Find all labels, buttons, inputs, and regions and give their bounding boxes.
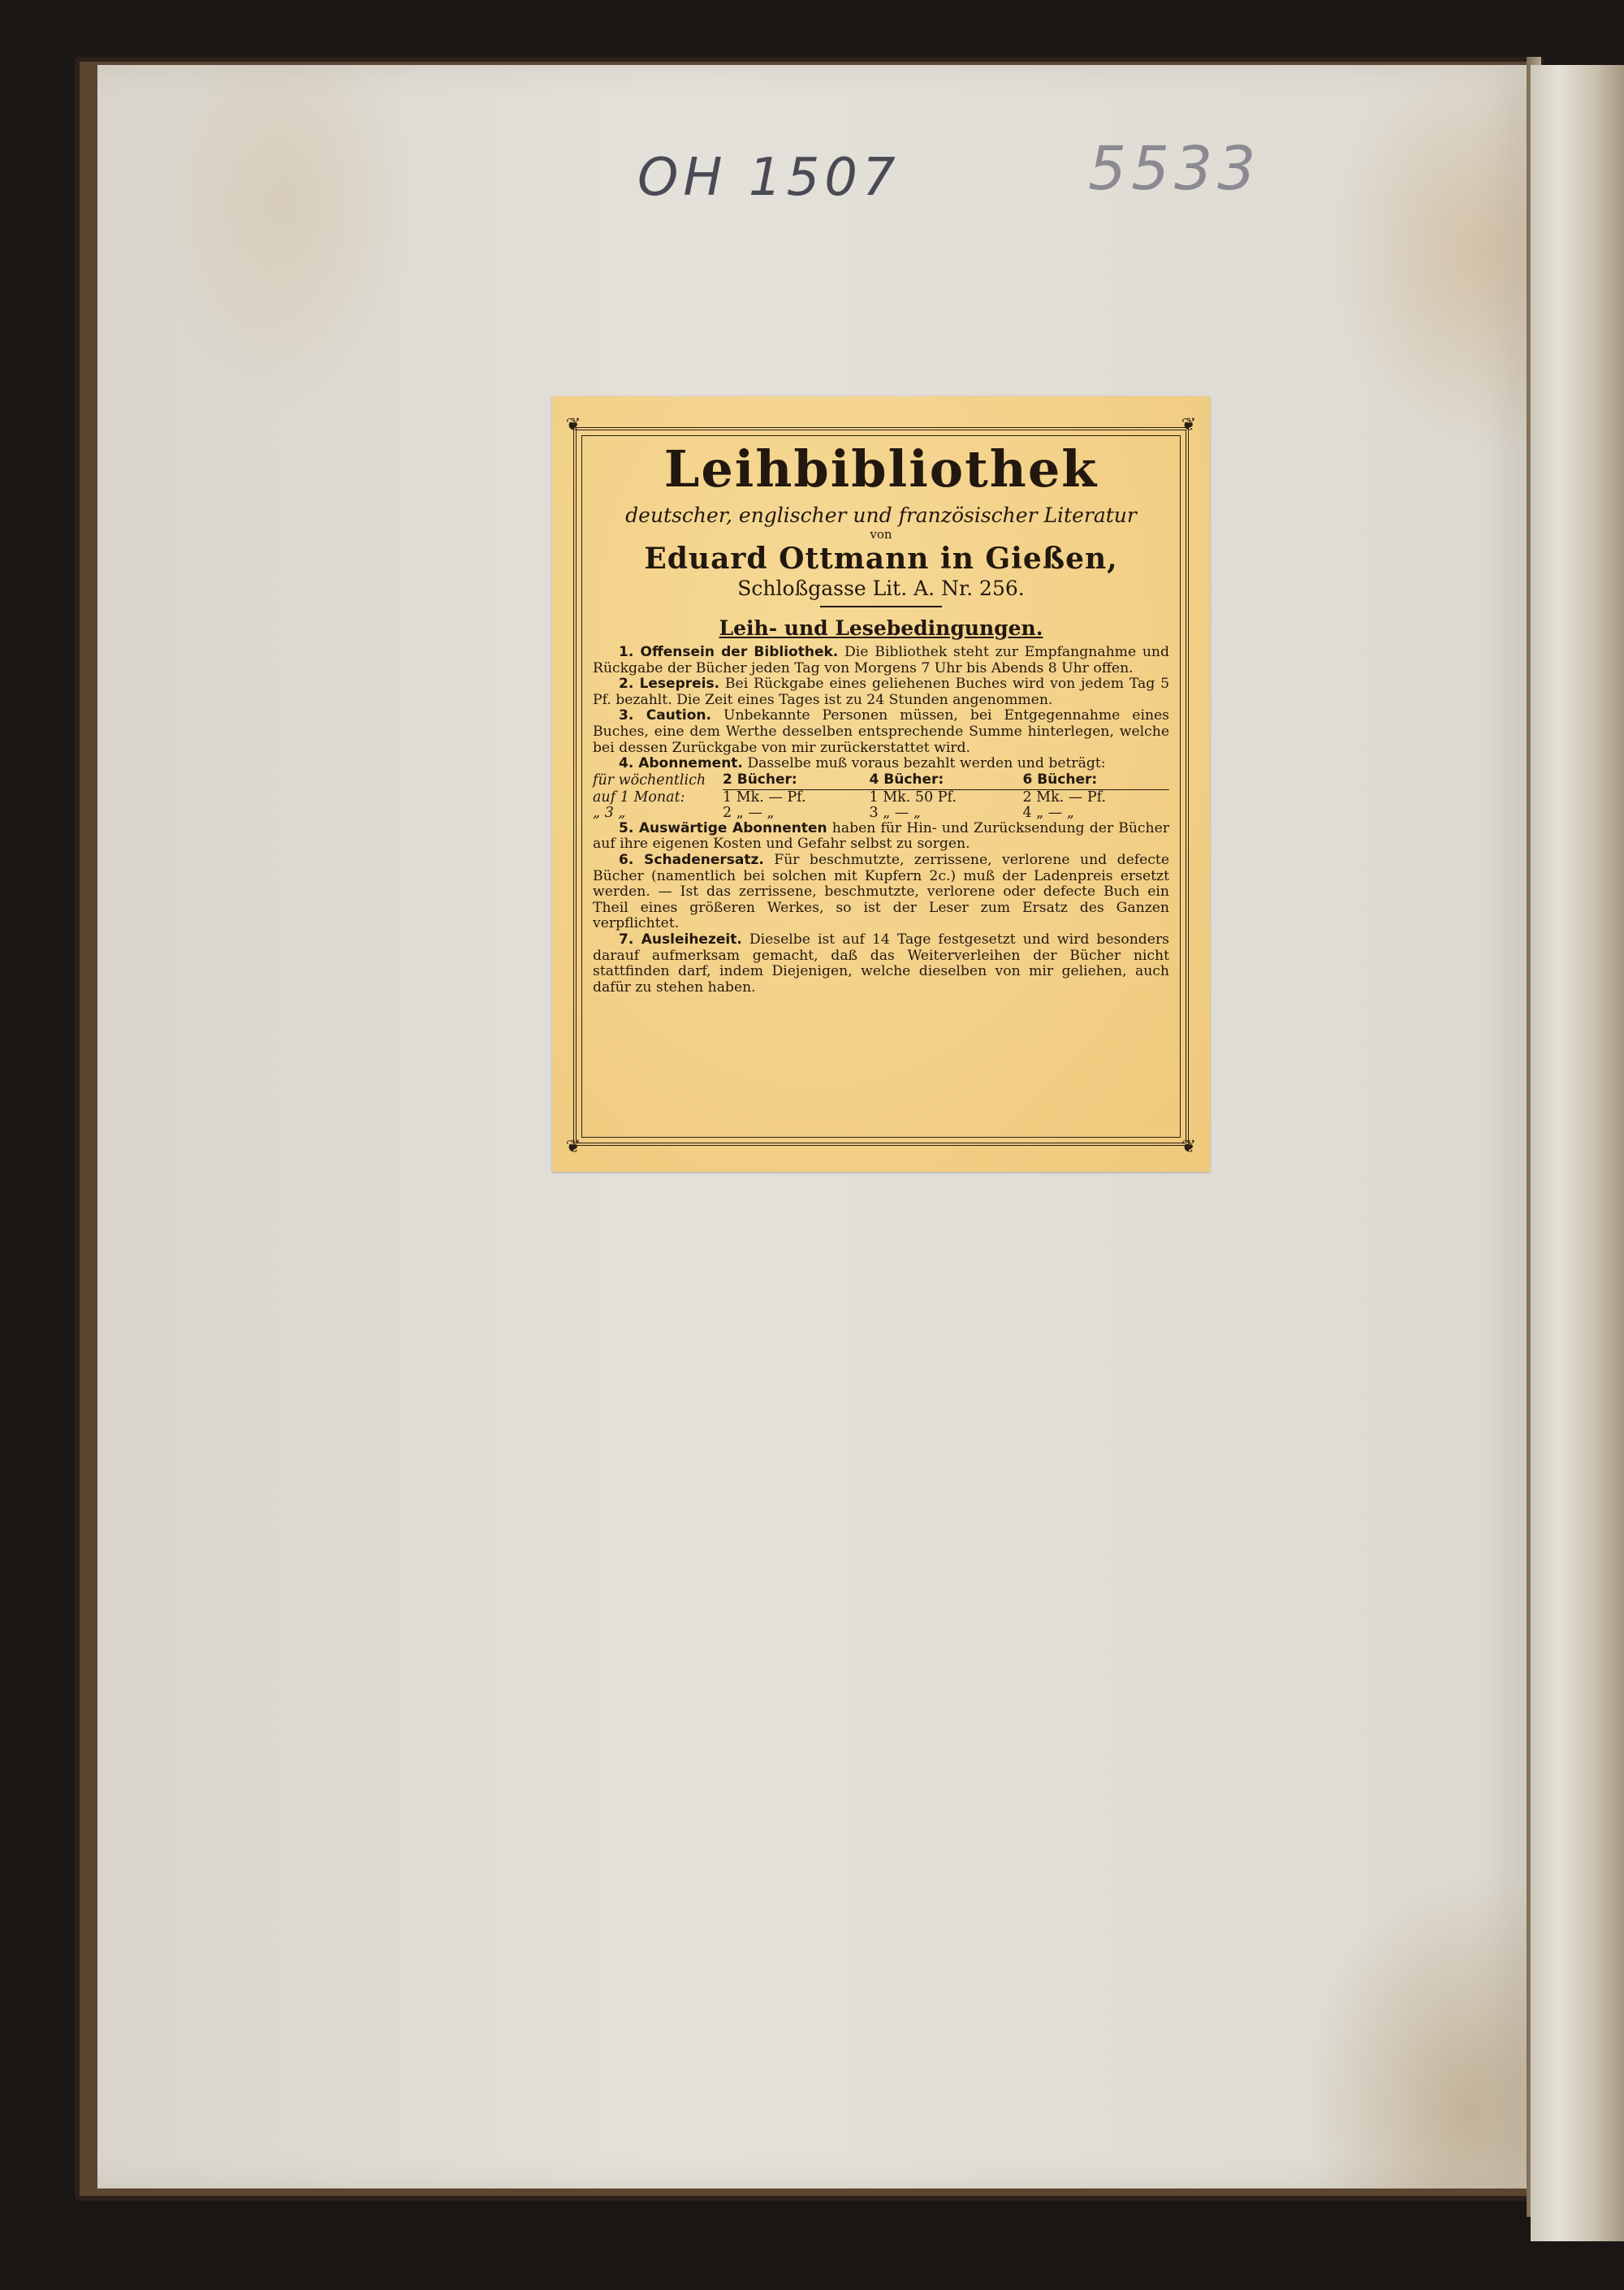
label-content bbox=[593, 437, 1169, 996]
price-row-label: „ 3 „ bbox=[593, 804, 626, 821]
term-heading: 3. Caution. bbox=[619, 707, 711, 724]
handwritten-shelfmark: OH 1507 bbox=[637, 148, 901, 208]
term-text: Dasselbe muß voraus bezahlt werden und beträgt: bbox=[747, 755, 1106, 772]
ornament-icon: ❦ bbox=[1181, 1137, 1197, 1157]
price-cell: 2 „ — „ bbox=[723, 804, 775, 821]
price-table bbox=[593, 772, 1169, 821]
term-item bbox=[593, 645, 1169, 676]
term-heading: 6. Schadenersatz. bbox=[619, 851, 764, 868]
divider bbox=[820, 606, 942, 607]
price-header-row bbox=[593, 772, 1169, 790]
handwritten-number: 5533 bbox=[1088, 134, 1261, 204]
label-von: von bbox=[870, 527, 892, 542]
term-item bbox=[593, 708, 1169, 756]
price-cell: 2 Mk. — Pf. bbox=[1022, 789, 1107, 806]
term-text: Die Bibliothek steht zur Empfangnahme und Rückgabe der Bücher jeden Tag von Morgens 7 Uhr bis Abends 8 Uhr offen. bbox=[593, 644, 1170, 676]
page-fore-edge bbox=[1531, 65, 1624, 2241]
ornament-icon: ❦ bbox=[565, 1137, 581, 1157]
price-row-label: auf 1 Monat: bbox=[593, 789, 685, 806]
conditions-title: Leih- und Lesebedingungen. bbox=[719, 616, 1043, 640]
term-item bbox=[593, 932, 1169, 996]
price-header: 6 Bücher: bbox=[1022, 772, 1169, 790]
term-heading: 4. Abonnement. bbox=[619, 755, 743, 772]
term-heading: 5. Auswärtige Abonnenten bbox=[619, 819, 827, 836]
term-heading: 7. Ausleihezeit. bbox=[619, 931, 742, 948]
term-item bbox=[593, 853, 1169, 932]
term-heading: 1. Offensein der Bibliothek. bbox=[619, 644, 839, 660]
price-row bbox=[593, 806, 1169, 821]
library-label bbox=[552, 396, 1210, 1172]
price-cell: 4 „ — „ bbox=[1022, 804, 1074, 821]
term-item bbox=[593, 821, 1169, 853]
price-lead: für wöchentlich bbox=[593, 772, 706, 789]
label-title: Leihbibliothek bbox=[663, 439, 1099, 499]
term-item bbox=[593, 676, 1169, 708]
term-heading: 2. Lesepreis. bbox=[619, 676, 720, 693]
label-owner: Eduard Ottmann in Gießen, bbox=[644, 542, 1118, 576]
price-header: 2 Bücher: bbox=[723, 772, 870, 790]
price-cell: 1 Mk. 50 Pf. bbox=[869, 789, 957, 806]
price-cell: 3 „ — „ bbox=[869, 804, 921, 821]
term-text: Für beschmutzte, zerrissene, verlorene und defecte Bücher (namentlich bei solchen mit Kupfern 2c.) muß der Ladenpreis ersetzt werden. — Ist das zerrissene, beschmutzte, verlorene oder defecte Buch ein Theil eines größeren Werkes, so ist der Leser zum Ersatz des Ganzen verpflichtet. bbox=[593, 851, 1170, 932]
price-cell: 1 Mk. — Pf. bbox=[723, 789, 806, 806]
terms-list bbox=[593, 645, 1169, 996]
label-address: Schloßgasse Lit. A. Nr. 256. bbox=[737, 577, 1025, 600]
term-text: Dieselbe ist auf 14 Tage festgesetzt und wird besonders darauf aufmerksam gemacht, daß das Weiterverleihen der Bücher nicht stattfinden darf, indem Diejenigen, welche dieselben von mir geliehen, auch dafür zu stehen haben. bbox=[593, 931, 1169, 996]
term-text: Unbekannte Personen müssen, bei Entgegennahme eines Buches, eine dem Werthe desselben entsprechende Summe hinterlegen, welche bei dessen Zurückgabe von mir zurückerstattet wird. bbox=[593, 707, 1170, 756]
term-text: haben für Hin- und Zurücksendung der Bücher auf ihre eigenen Kosten und Gefahr selbst zu sorgen. bbox=[593, 819, 1169, 853]
ornament-icon: ❦ bbox=[1181, 415, 1197, 435]
price-row bbox=[593, 789, 1169, 806]
term-item bbox=[593, 756, 1169, 772]
term-text: Bei Rückgabe eines geliehenen Buches wird von jedem Tag 5 Pf. bezahlt. Die Zeit eines Tages ist zu 24 Stunden angenommen. bbox=[593, 676, 1170, 708]
label-subtitle: deutscher, englischer und französischer Literatur bbox=[625, 503, 1137, 527]
price-header: 4 Bücher: bbox=[870, 772, 1023, 790]
ornament-icon: ❦ bbox=[565, 415, 581, 435]
